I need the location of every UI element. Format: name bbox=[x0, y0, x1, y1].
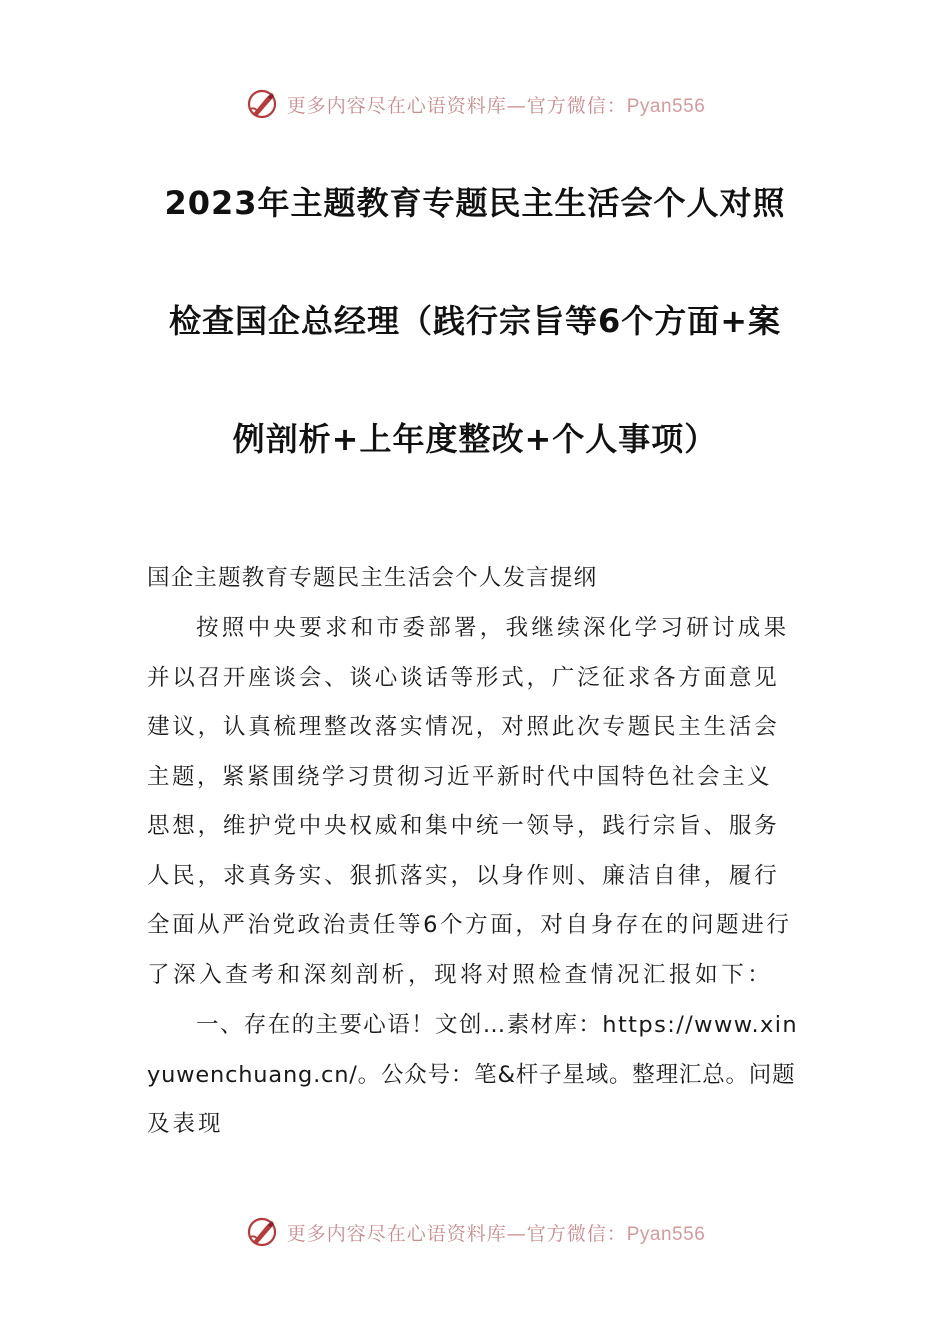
body-line: 按照中央要求和市委部署，我继续深化学习研讨成果 bbox=[196, 615, 790, 641]
body-line: 并以召开座谈会、谈心谈话等形式，广泛征求各方面意见 bbox=[147, 665, 780, 691]
body-line: 主题，紧紧围绕学习贯彻习近平新时代中国特色社会主义 bbox=[147, 764, 773, 790]
body-line: 一、存在的主要心语！文创…素材库：https://www.xin bbox=[196, 1012, 799, 1038]
document-title-line-2: 检查国企总经理（践行宗旨等6个方面+案 bbox=[168, 302, 782, 340]
pen-nib-logo-icon bbox=[245, 87, 279, 121]
body-line: 人民，求真务实、狠抓落实，以身作则、廉洁自律，履行 bbox=[147, 863, 780, 889]
watermark-wechat-id: Pyan556 bbox=[626, 95, 706, 117]
body-line: yuwenchuang.cn/。公众号：笔&杆子星域。整理汇总。问题 bbox=[147, 1062, 796, 1088]
body-line: 建议，认真梳理整改落实情况，对照此次专题民主生活会 bbox=[147, 714, 780, 740]
body-line: 了深入查考和深刻剖析，现将对照检查情况汇报如下： bbox=[147, 962, 774, 988]
watermark-text: 更多内容尽在心语资料库—官方微信：Pyan556 bbox=[286, 94, 706, 117]
watermark-wechat-id: Pyan556 bbox=[626, 1223, 706, 1245]
body-line: 及表现 bbox=[147, 1111, 224, 1137]
footer-watermark bbox=[0, 1212, 950, 1252]
document-subtitle: 国企主题教育专题民主生活会个人发言提纲 bbox=[147, 565, 598, 591]
pen-nib-logo-icon bbox=[245, 1215, 279, 1249]
body-line: 全面从严治党政治责任等6个方面，对自身存在的问题进行 bbox=[147, 912, 792, 938]
header-watermark bbox=[0, 84, 950, 124]
watermark-text: 更多内容尽在心语资料库—官方微信：Pyan556 bbox=[286, 1222, 706, 1245]
body-line: 思想，维护党中央权威和集中统一领导，践行宗旨、服务 bbox=[147, 813, 780, 839]
document-title-line-3: 例剖析+上年度整改+个人事项） bbox=[232, 420, 718, 458]
document-title-line-1: 2023年主题教育专题民主生活会个人对照 bbox=[164, 184, 786, 222]
